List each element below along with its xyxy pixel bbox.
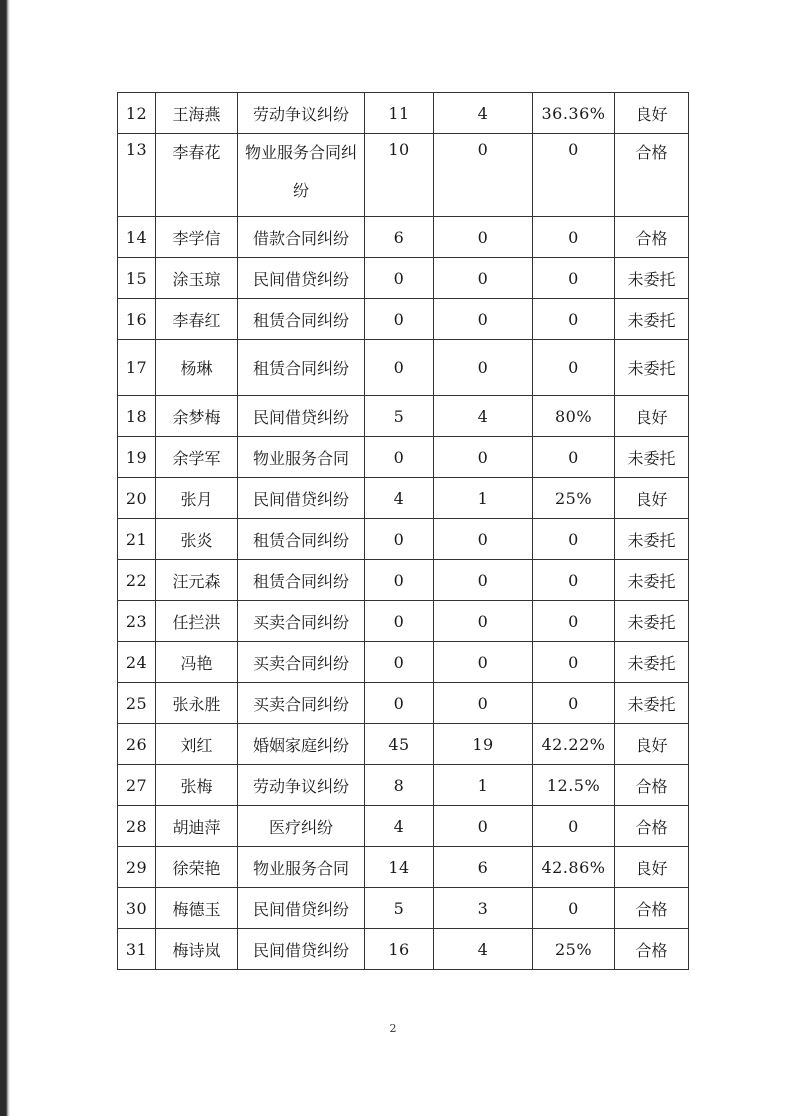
table-row [118,888,689,929]
cell-count: 16 [365,929,434,970]
cell-no: 23 [118,601,156,642]
cell-name: 王海燕 [156,93,238,134]
table-row [118,217,689,258]
cell-count: 10 [365,134,434,217]
table-row [118,765,689,806]
cell-no: 26 [118,724,156,765]
cell-grade: 未委托 [615,437,689,478]
cell-grade: 良好 [615,724,689,765]
table-row [118,437,689,478]
cell-count: 45 [365,724,434,765]
scan-border [0,0,10,1116]
cell-resolved: 0 [434,642,533,683]
cell-case-type: 借款合同纠纷 [238,217,365,258]
cell-count: 0 [365,258,434,299]
cell-name: 任拦洪 [156,601,238,642]
cell-no: 31 [118,929,156,970]
cell-name: 梅德玉 [156,888,238,929]
table-row [118,519,689,560]
cell-no: 15 [118,258,156,299]
cell-case-type: 物业服务合同 [238,847,365,888]
cell-rate: 25% [533,929,615,970]
cell-rate: 0 [533,217,615,258]
table-body [118,93,689,970]
cell-rate: 0 [533,134,615,217]
cell-rate: 42.22% [533,724,615,765]
cell-case-type: 买卖合同纠纷 [238,683,365,724]
cell-rate: 0 [533,806,615,847]
table-row [118,601,689,642]
cell-no: 29 [118,847,156,888]
cell-no: 18 [118,396,156,437]
cell-count: 0 [365,519,434,560]
table-row [118,299,689,340]
cell-count: 0 [365,560,434,601]
cell-no: 21 [118,519,156,560]
table-row [118,929,689,970]
cell-no: 16 [118,299,156,340]
cell-grade: 未委托 [615,299,689,340]
cell-grade: 合格 [615,929,689,970]
cell-grade: 良好 [615,478,689,519]
cell-name: 张梅 [156,765,238,806]
cell-rate: 0 [533,258,615,299]
cell-case-type: 民间借贷纠纷 [238,929,365,970]
cell-name: 余学军 [156,437,238,478]
cell-rate: 0 [533,519,615,560]
cell-resolved: 1 [434,478,533,519]
cell-name: 李学信 [156,217,238,258]
cell-count: 0 [365,642,434,683]
cell-no: 27 [118,765,156,806]
mediator-table-container [117,92,689,970]
cell-rate: 0 [533,340,615,396]
table-row [118,134,689,217]
cell-rate: 80% [533,396,615,437]
cell-no: 22 [118,560,156,601]
cell-grade: 良好 [615,93,689,134]
cell-name: 李春红 [156,299,238,340]
cell-grade: 合格 [615,134,689,217]
table-row [118,340,689,396]
cell-rate: 36.36% [533,93,615,134]
cell-count: 6 [365,217,434,258]
cell-case-type: 婚姻家庭纠纷 [238,724,365,765]
cell-rate: 0 [533,601,615,642]
cell-resolved: 3 [434,888,533,929]
cell-grade: 未委托 [615,642,689,683]
cell-count: 0 [365,683,434,724]
cell-grade: 未委托 [615,560,689,601]
cell-count: 11 [365,93,434,134]
cell-rate: 25% [533,478,615,519]
cell-count: 0 [365,340,434,396]
cell-resolved: 0 [434,340,533,396]
cell-resolved: 0 [434,560,533,601]
cell-resolved: 0 [434,299,533,340]
cell-resolved: 0 [434,806,533,847]
cell-rate: 12.5% [533,765,615,806]
cell-count: 0 [365,601,434,642]
cell-name: 冯艳 [156,642,238,683]
table-row [118,806,689,847]
table-row [118,258,689,299]
cell-no: 28 [118,806,156,847]
cell-name: 涂玉琼 [156,258,238,299]
cell-case-type: 劳动争议纠纷 [238,93,365,134]
cell-grade: 合格 [615,888,689,929]
cell-case-type: 物业服务合同 [238,437,365,478]
cell-rate: 42.86% [533,847,615,888]
cell-name: 余梦梅 [156,396,238,437]
cell-no: 24 [118,642,156,683]
cell-case-type: 民间借贷纠纷 [238,478,365,519]
cell-name: 梅诗岚 [156,929,238,970]
cell-rate: 0 [533,299,615,340]
table-row [118,396,689,437]
cell-resolved: 4 [434,396,533,437]
cell-rate: 0 [533,560,615,601]
cell-grade: 良好 [615,396,689,437]
cell-resolved: 0 [434,601,533,642]
cell-grade: 未委托 [615,340,689,396]
cell-case-type: 租赁合同纠纷 [238,519,365,560]
cell-rate: 0 [533,683,615,724]
cell-name: 李春花 [156,134,238,217]
cell-no: 19 [118,437,156,478]
cell-resolved: 4 [434,929,533,970]
table-row [118,478,689,519]
cell-resolved: 0 [434,437,533,478]
cell-name: 胡迪萍 [156,806,238,847]
cell-no: 30 [118,888,156,929]
cell-case-type: 民间借贷纠纷 [238,396,365,437]
cell-name: 张月 [156,478,238,519]
page-number: 2 [389,1022,397,1035]
cell-case-type: 民间借贷纠纷 [238,258,365,299]
cell-count: 14 [365,847,434,888]
cell-resolved: 1 [434,765,533,806]
cell-resolved: 0 [434,134,533,217]
cell-rate: 0 [533,642,615,683]
cell-count: 5 [365,396,434,437]
cell-case-type: 买卖合同纠纷 [238,642,365,683]
cell-case-type: 医疗纠纷 [238,806,365,847]
cell-count: 4 [365,806,434,847]
cell-resolved: 4 [434,93,533,134]
table-row [118,724,689,765]
cell-grade: 未委托 [615,601,689,642]
cell-name: 张炎 [156,519,238,560]
cell-grade: 未委托 [615,683,689,724]
cell-count: 4 [365,478,434,519]
cell-grade: 未委托 [615,258,689,299]
cell-resolved: 0 [434,683,533,724]
cell-count: 0 [365,437,434,478]
cell-name: 张永胜 [156,683,238,724]
cell-case-type: 租赁合同纠纷 [238,340,365,396]
cell-no: 12 [118,93,156,134]
cell-case-type: 租赁合同纠纷 [238,560,365,601]
cell-count: 5 [365,888,434,929]
table-row [118,847,689,888]
cell-case-type: 物业服务合同纠纷 [238,134,365,217]
cell-rate: 0 [533,437,615,478]
cell-rate: 0 [533,888,615,929]
cell-count: 8 [365,765,434,806]
cell-case-type: 买卖合同纠纷 [238,601,365,642]
cell-no: 20 [118,478,156,519]
table-row [118,560,689,601]
table-row [118,93,689,134]
cell-no: 14 [118,217,156,258]
cell-name: 杨琳 [156,340,238,396]
cell-grade: 合格 [615,765,689,806]
cell-resolved: 19 [434,724,533,765]
cell-name: 徐荣艳 [156,847,238,888]
cell-count: 0 [365,299,434,340]
cell-resolved: 0 [434,519,533,560]
cell-grade: 未委托 [615,519,689,560]
cell-grade: 合格 [615,217,689,258]
cell-case-type: 民间借贷纠纷 [238,888,365,929]
cell-no: 25 [118,683,156,724]
cell-name: 汪元森 [156,560,238,601]
cell-grade: 合格 [615,806,689,847]
cell-name: 刘红 [156,724,238,765]
mediator-performance-table [117,92,689,970]
cell-no: 13 [118,134,156,217]
cell-no: 17 [118,340,156,396]
table-row [118,683,689,724]
cell-case-type: 租赁合同纠纷 [238,299,365,340]
cell-resolved: 0 [434,258,533,299]
cell-resolved: 0 [434,217,533,258]
cell-case-type: 劳动争议纠纷 [238,765,365,806]
cell-resolved: 6 [434,847,533,888]
cell-grade: 良好 [615,847,689,888]
table-row [118,642,689,683]
